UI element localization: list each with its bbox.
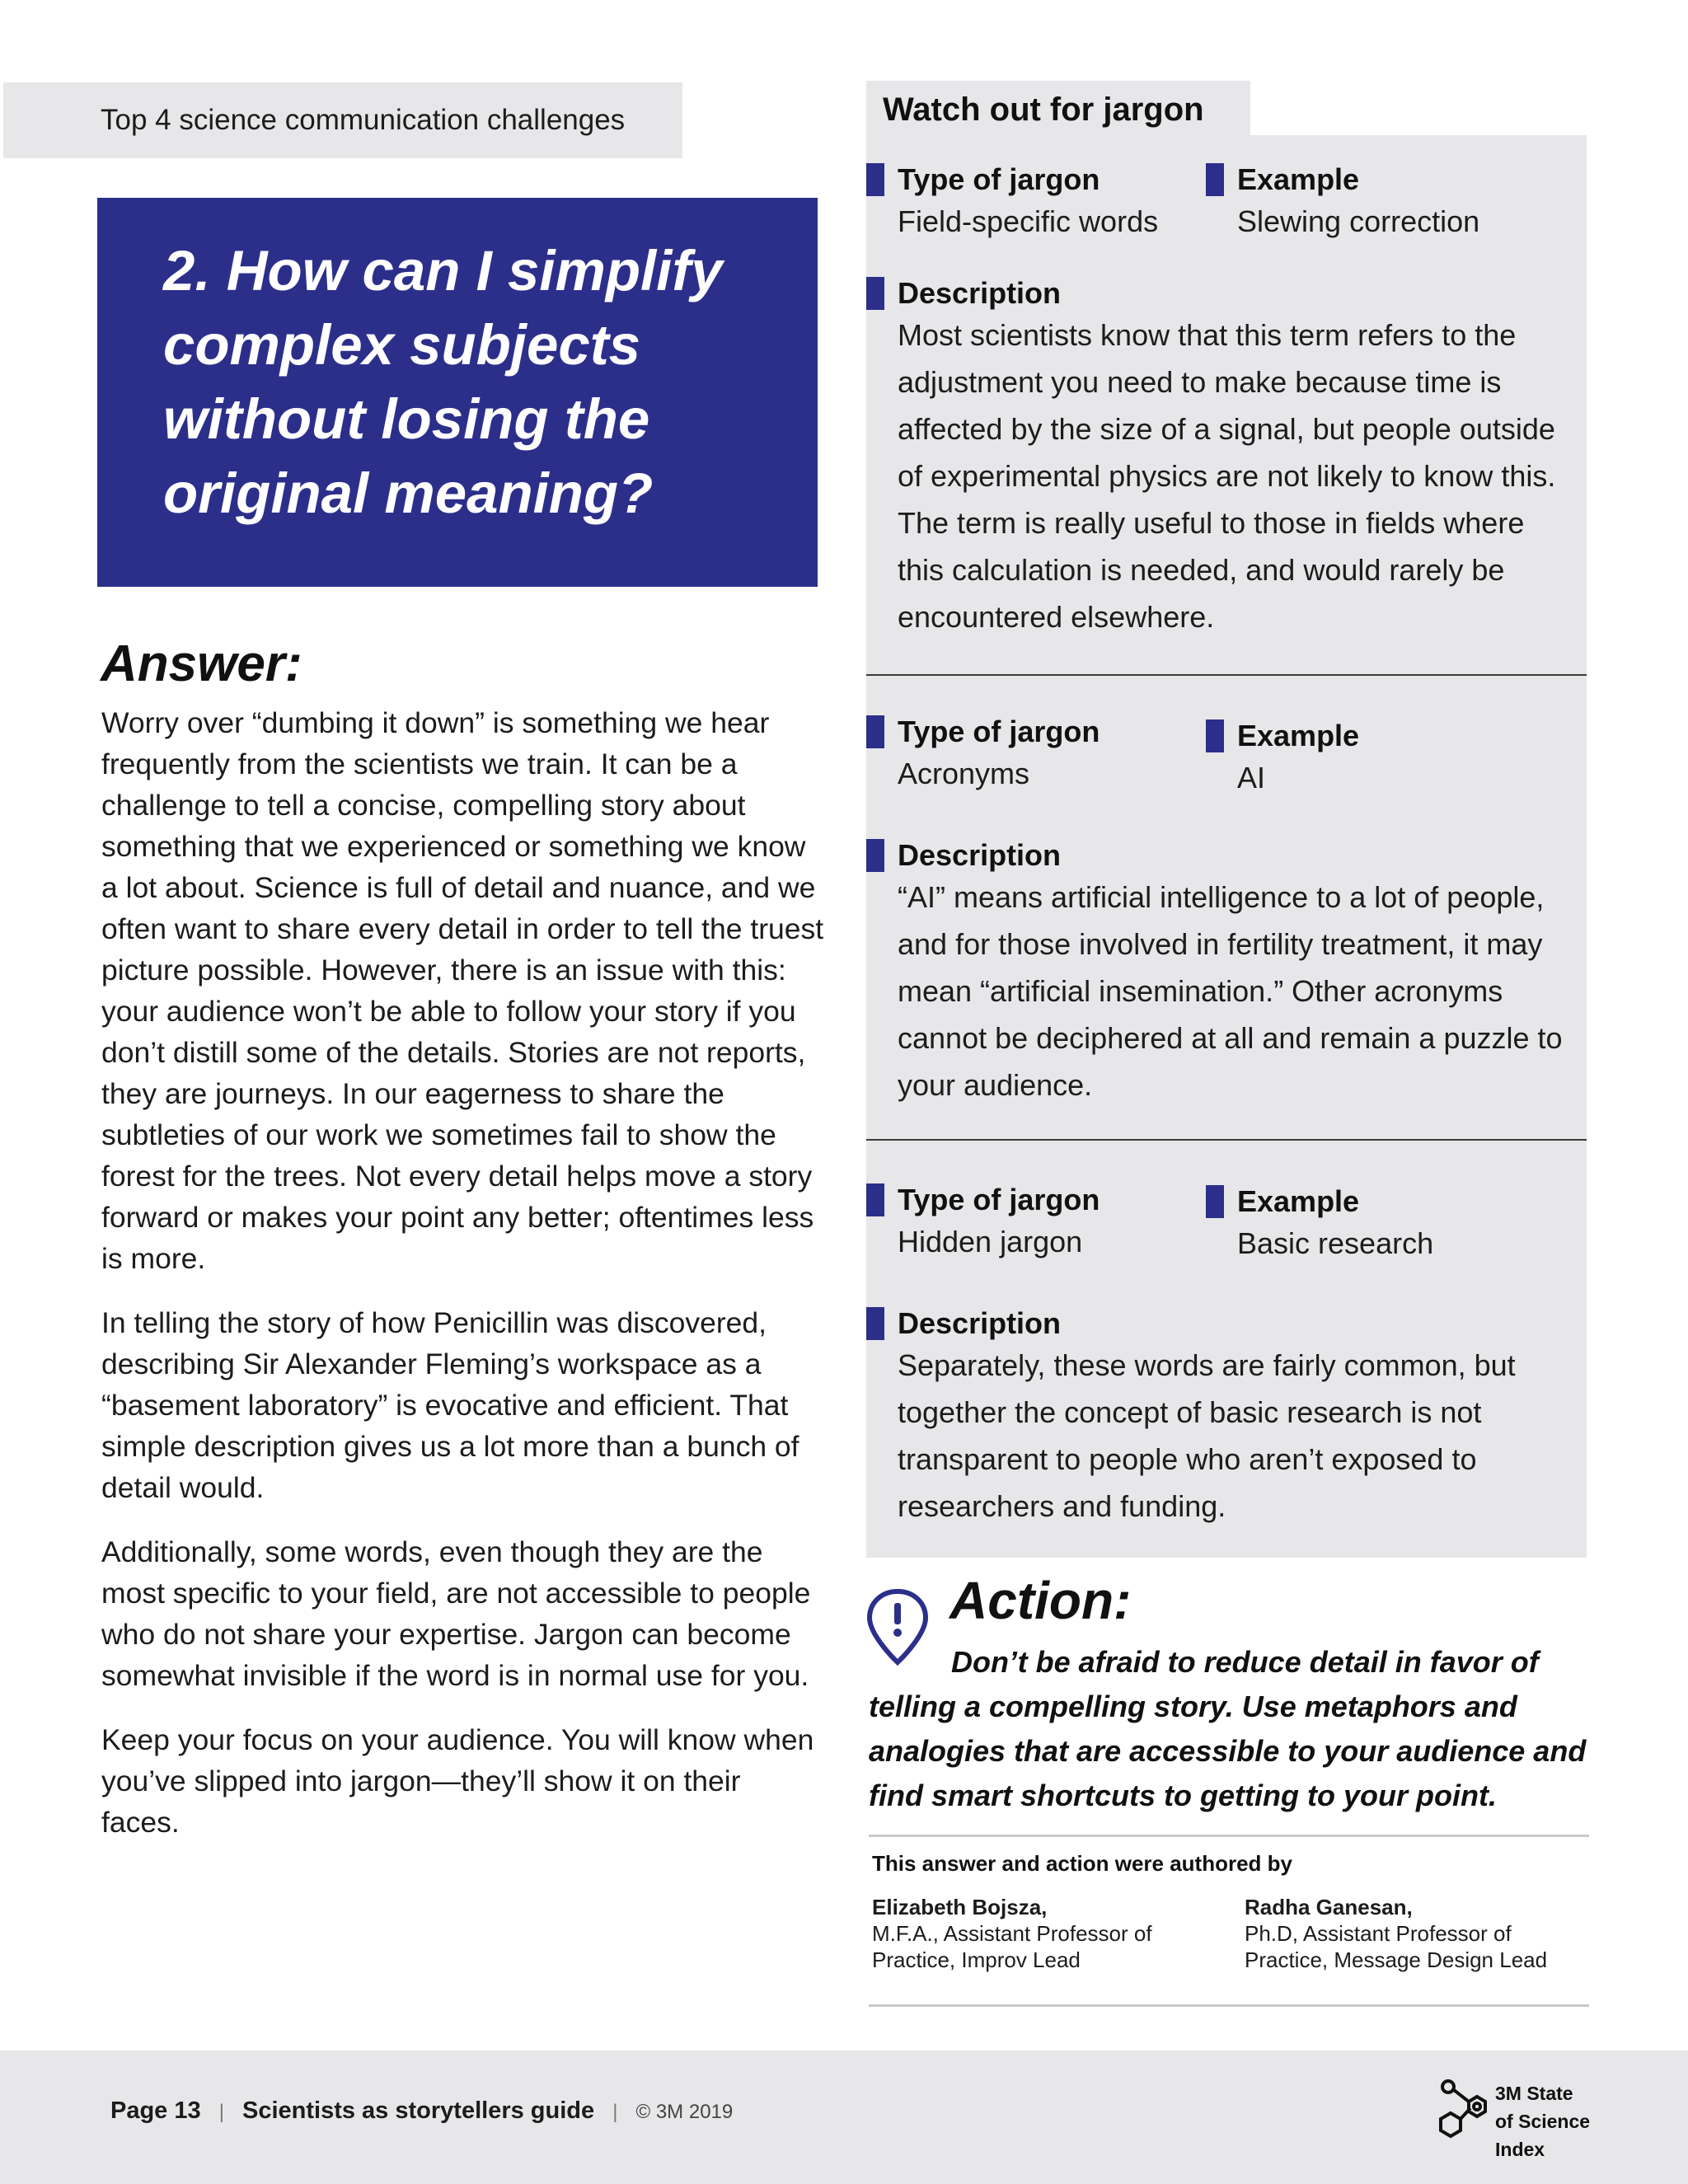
jargon-type-field: [866, 714, 1196, 797]
brand-line: of Science: [1495, 2111, 1591, 2132]
brand-line: Index: [1495, 2139, 1545, 2160]
description-label: Description: [866, 837, 1567, 874]
authored-by-label: This answer and action were authored by: [872, 1851, 1293, 1876]
brand-name: [1495, 2079, 1627, 2163]
molecule-logo-icon: [1434, 2079, 1492, 2144]
answer-paragraph: Keep your focus on your audience. You will know when you’ve slipped into jargon—they’ll show it on their faces.: [101, 1723, 814, 1839]
type-value: Field-specific words: [898, 204, 1159, 238]
authors-top-rule: [869, 1835, 1589, 1837]
jargon-description-field: [866, 275, 1567, 640]
copyright: © 3M 2019: [635, 2101, 734, 2123]
author-role: Ph.D, Assistant Professor of Practice, Message Design Lead: [1245, 1921, 1548, 1972]
answer-body: [101, 702, 827, 1866]
entry-divider: [866, 674, 1587, 676]
answer-paragraph: In telling the story of how Penicillin was discovered, describing Sir Alexander Fleming’s workspace as a “basement laboratory” is evocative and efficient. That simple description gives us a lot more than a bunch of detail would.: [101, 1306, 799, 1504]
entry-divider: [866, 1139, 1587, 1141]
example-label: Example: [1206, 1183, 1552, 1220]
author-card: [872, 1894, 1218, 1973]
description-label: Description: [866, 275, 1567, 312]
example-value: AI: [1237, 761, 1266, 794]
author-card: [1245, 1894, 1591, 1973]
jargon-example-field: [1206, 162, 1552, 245]
type-value: Acronyms: [898, 757, 1030, 790]
example-value: Basic research: [1237, 1226, 1434, 1260]
jargon-type-field: [866, 1182, 1196, 1265]
question-heading: 2. How can I simplify complex subjects without losing the original meaning?: [163, 239, 723, 525]
author-name: Radha Ganesan,: [1245, 1895, 1413, 1919]
authors-bottom-rule: [869, 2004, 1589, 2007]
footer-separator: |: [612, 2101, 618, 2123]
jargon-description-field: [866, 837, 1567, 1108]
type-label: Type of jargon: [866, 1182, 1196, 1218]
type-label: Type of jargon: [866, 162, 1196, 198]
type-value: Hidden jargon: [898, 1225, 1083, 1258]
action-heading: Action:: [950, 1571, 1132, 1630]
description-text: Most scientists know that this term refers to the adjustment you need to make because time is affected by the size of a signal, but people outside of experimental physics are not likely to know this. The term is really useful to those in fields where this calculation is needed, and would rarely be encountered elsewhere.: [898, 318, 1556, 634]
answer-paragraph: Worry over “dumbing it down” is something we hear frequently from the scientists we train. It can be a challenge to tell a concise, compelling story about something that we experienced or something we know a lot about. Science is full of detail and nuance, and we often want to share every detail in order to tell the truest picture possible. However, there is an issue with this: your audience won’t be able to follow your story if you don’t distill some of the details. Stories are not reports, they are journeys. In our eagerness to share the subtleties of our work we sometimes fail to show the forest for the trees. Not every detail helps move a story forward or makes your point any better; oftentimes less is more.: [101, 706, 824, 1275]
jargon-panel-title: Watch out for jargon: [866, 81, 1250, 138]
answer-heading: Answer:: [101, 635, 302, 692]
jargon-description-field: [866, 1305, 1567, 1530]
answer-paragraph: Additionally, some words, even though they are the most specific to your field, are not accessible to people who do not share your expertise. Jargon can become somewhat invisible if the word is in normal use for you.: [101, 1535, 811, 1692]
description-text: Separately, these words are fairly common, but together the concept of basic research is not transparent to people who aren’t exposed to researchers and funding.: [898, 1348, 1516, 1523]
brand-line: 3M State: [1495, 2083, 1573, 2104]
description-label: Description: [866, 1305, 1567, 1342]
example-label: Example: [1206, 162, 1552, 198]
question-box: [97, 198, 818, 587]
section-tag: Top 4 science communication challenges: [3, 82, 682, 158]
jargon-type-field: [866, 162, 1196, 245]
description-text: “AI” means artificial intelligence to a lot of people, and for those involved in fertility treatment, it may mean “artificial insemination.” Other acronyms cannot be deciphered at all and remain a puzzle to your audience.: [898, 880, 1563, 1102]
page-number: Page 13: [110, 2097, 201, 2124]
example-label: Example: [1206, 718, 1552, 754]
author-role: M.F.A., Assistant Professor of Practice, Improv Lead: [872, 1921, 1152, 1972]
footer-separator: |: [218, 2101, 224, 2123]
author-name: Elizabeth Bojsza,: [872, 1895, 1048, 1919]
jargon-example-field: [1206, 718, 1552, 801]
action-body: Don’t be afraid to reduce detail in favor of telling a compelling story. Use metaphors and analogies that are accessible to your audience and find smart shortcuts to getting to your point.: [869, 1645, 1587, 1812]
footer-text: [110, 2050, 733, 2184]
type-label: Type of jargon: [866, 714, 1196, 750]
example-value: Slewing correction: [1237, 204, 1480, 238]
jargon-example-field: [1206, 1183, 1552, 1267]
guide-title: Scientists as storytellers guide: [242, 2097, 595, 2124]
